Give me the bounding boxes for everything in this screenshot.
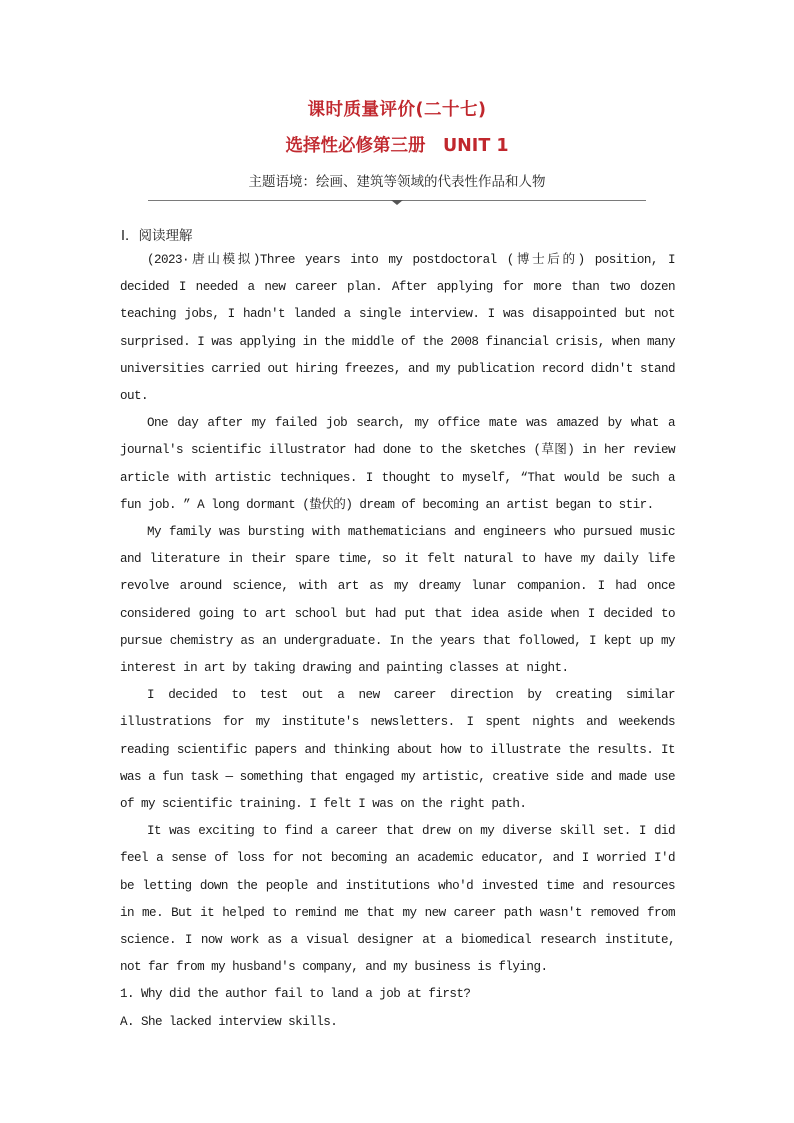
passage-paragraph: (2023·唐山模拟)Three years into my postdoctoral (博士后的) position, I decided I needed a new career plan. After applying for more than two dozen teaching jobs, I hadn't landed a single interview. I was disappointed but not surprised. I was applying in the middle of the 2008 financial crisis, when many universities carried out hiring freezes, and my publication record didn't stand out. xyxy=(120,253,675,404)
passage-paragraph: One day after my failed job search, my office mate was amazed by what a journal's scientific illustrator had done to the sketches (草图) in her review article with artistic techniques. I thought to myself, “That would be such a fun job. ” A long dormant (蛰伏的) dream of becoming an artist began to stir. xyxy=(120,416,675,512)
passage-paragraph: It was exciting to find a career that drew on my diverse skill set. I did feel a sense of loss for not becoming an academic educator, and I worried I'd be letting down the people and institutions who'd invested time and resources in me. But it helped to remind me that my new career path wasn't removed from science. I now work as a visual designer at a biomedical research institute, not far from my husband's company, and my business is flying. xyxy=(120,824,675,975)
question-stem: 1. Why did the author fail to land a job at first? xyxy=(120,987,471,1002)
section-heading: Ⅰ．阅读理解 xyxy=(121,228,193,244)
reading-passage xyxy=(120,247,675,1036)
question-option: A. She lacked interview skills. xyxy=(120,1014,338,1029)
passage-paragraph: I decided to test out a new career direction by creating similar illustrations for my institute's newsletters. I spent nights and weekends reading scientific papers and thinking about how to illustrate the results. It was a fun task — something that engaged my artistic, creative side and made use of my scientific training. I felt I was on the right path. xyxy=(120,688,675,812)
page-subtitle: 选择性必修第三册 UNIT 1 xyxy=(285,136,509,156)
divider-marker-icon xyxy=(391,200,403,205)
passage-paragraph: My family was bursting with mathematicians and engineers who pursued music and literature in their spare time, so it felt natural to have my daily life revolve around science, with art as my dreamy lunar companion. I had once considered going to art school but had put that idea aside when I decided to pursue chemistry as an undergraduate. In the years that followed, I kept up my interest in art by taking drawing and painting classes at night. xyxy=(120,525,675,676)
page-title: 课时质量评价(二十七) xyxy=(307,100,487,120)
theme-line: 主题语境：绘画、建筑等领域的代表性作品和人物 xyxy=(248,174,546,190)
